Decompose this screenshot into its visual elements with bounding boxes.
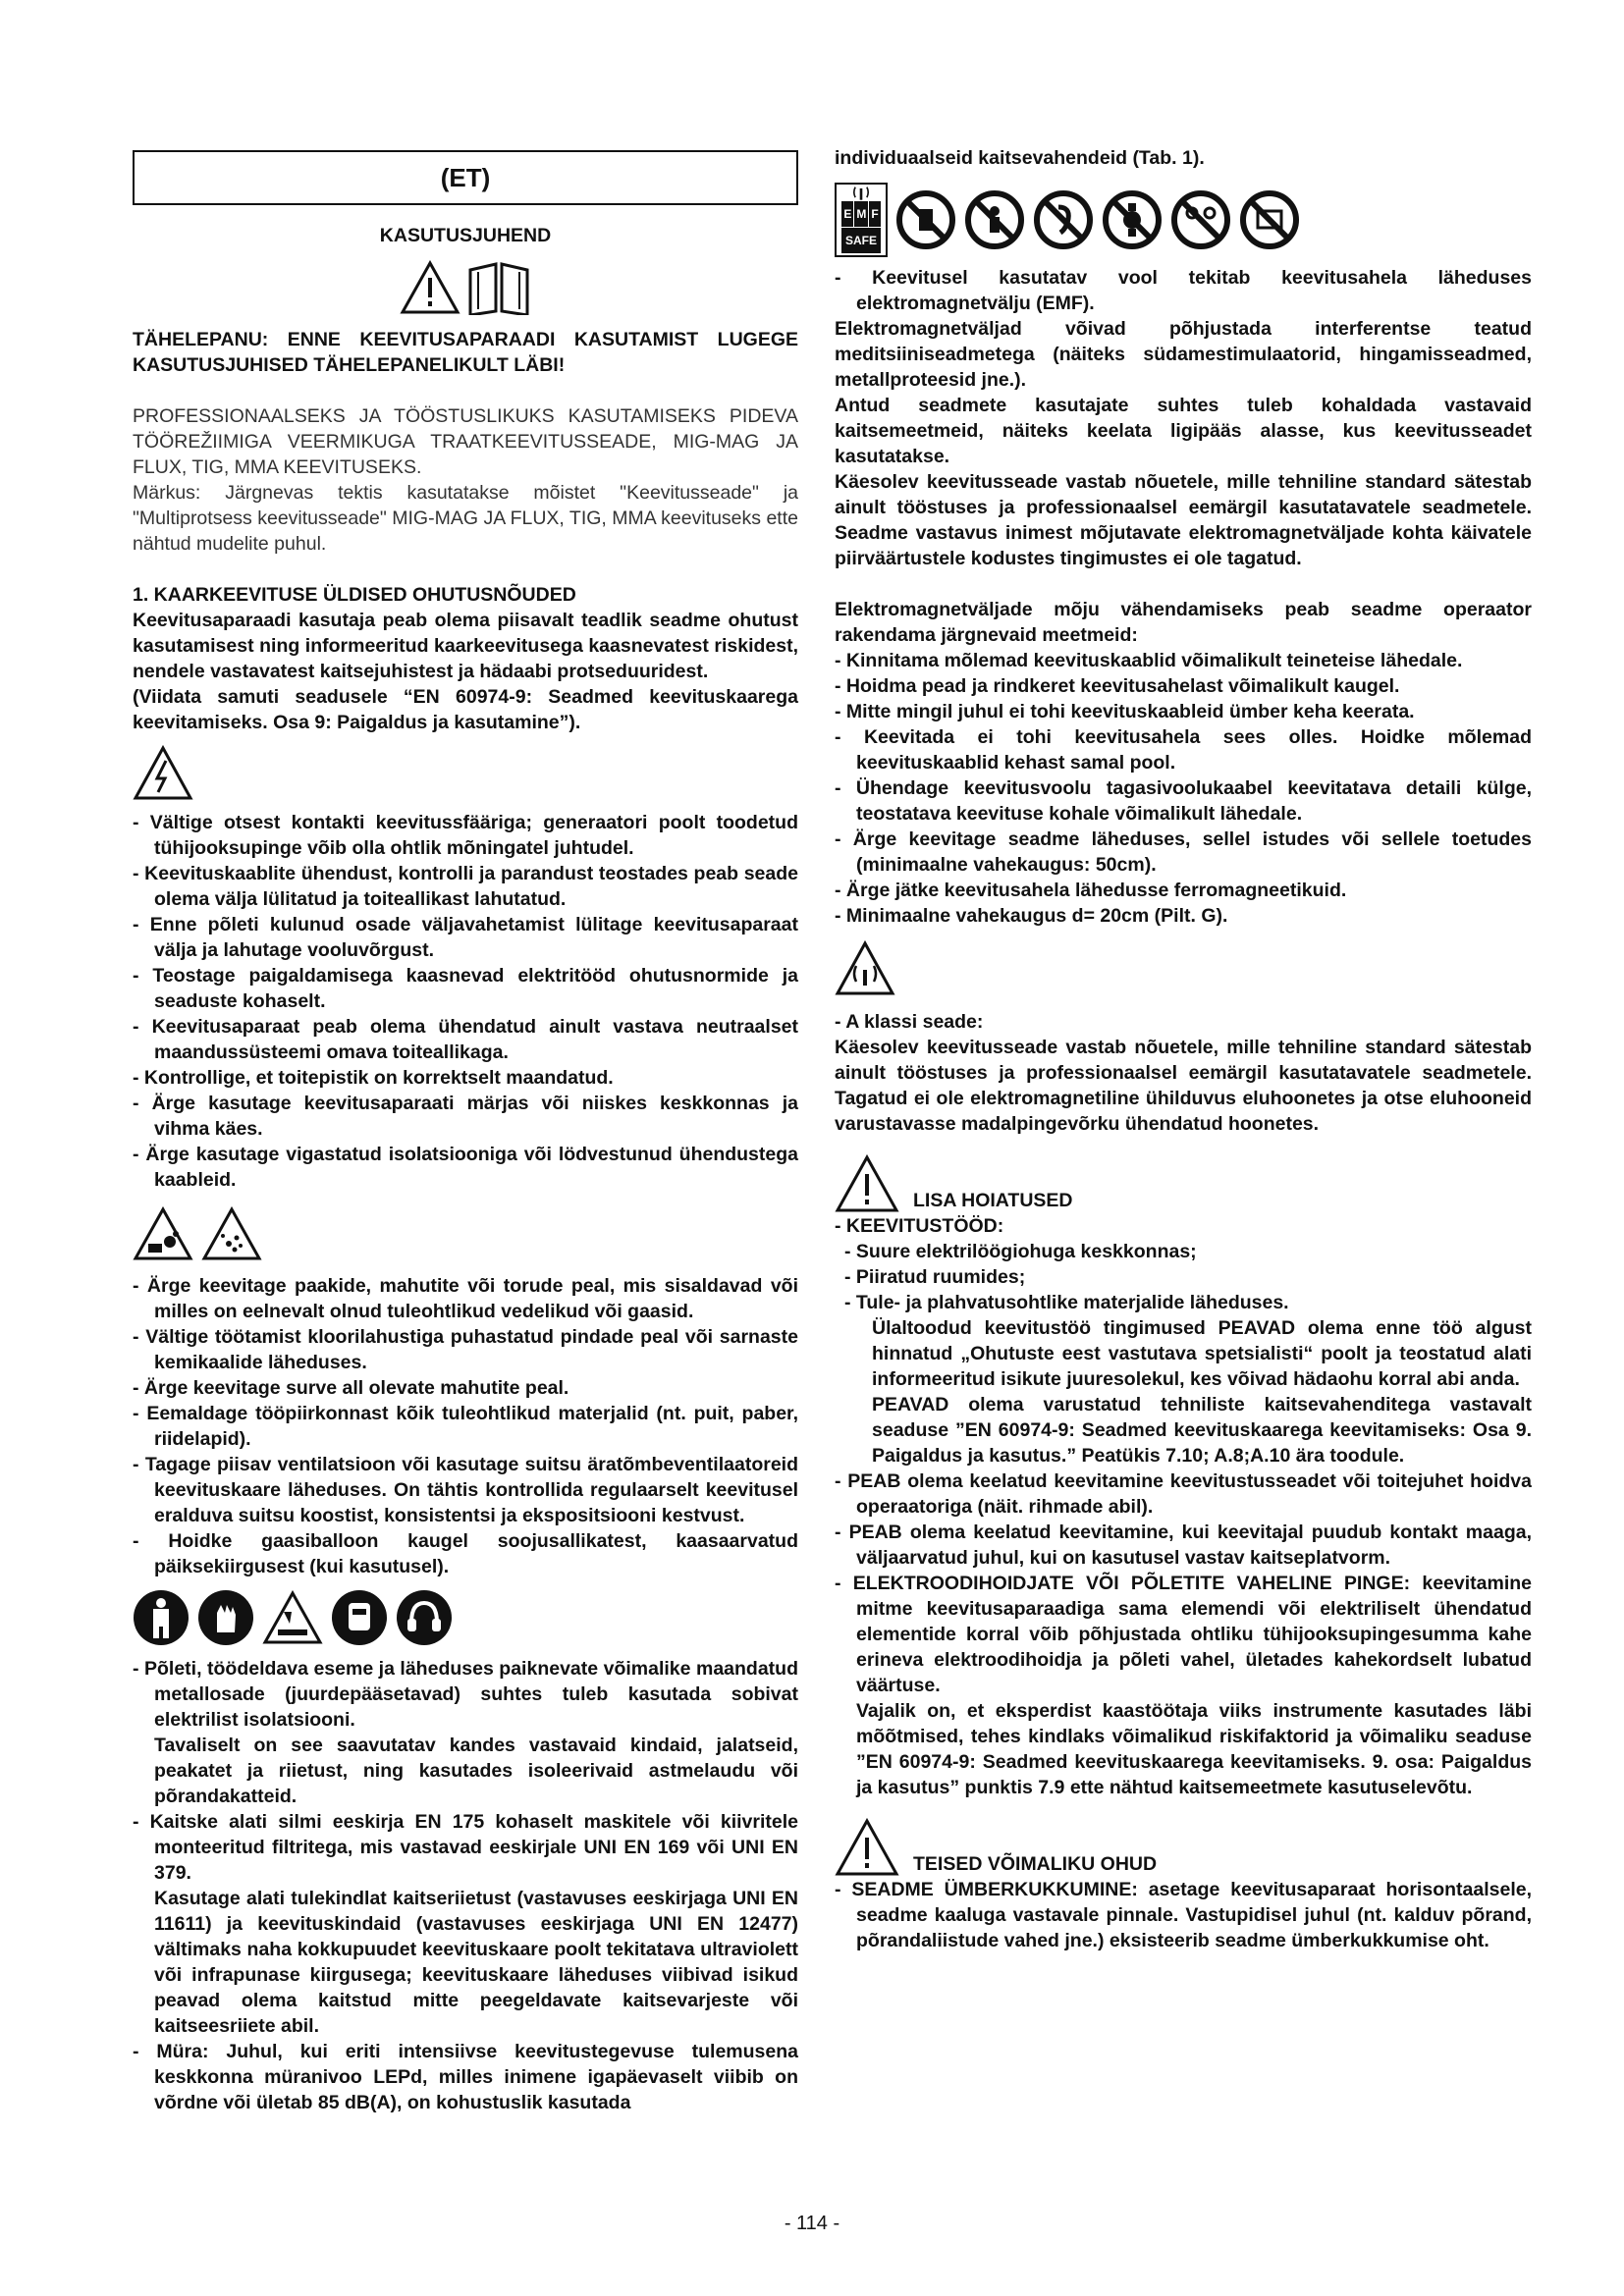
list-item: - SEADME ÜMBERKUKKUMINE: asetage keevitusaparaat horisontaalsele, seadme kaaluga vastavale pinnale. Vastupidisel juhul (nt. kalduv põrand, põrandaliistude vahed jne.) eksisteerib seadme ümberkukkumise oht. xyxy=(835,1879,1532,1951)
list-item: - Kinnitama mõlemad keevituskaablid võimalikult teineteise lähedale. xyxy=(835,650,1463,671)
list-item: - Hoidke gaasiballoon kaugel soojusallikatest, kaasaarvatud päiksekiirgusest (kui kasutusel). xyxy=(133,1530,798,1577)
intro-paragraph: PROFESSIONAALSEKS JA TÖÖSTUSLIKUKS KASUTAMISEKS PIDEVA TÖÖREŽIIMIGA VEERMIKUGA TRAATKEEVITUSSEADE, MIG-MAG JA FLUX, TIG, MMA KEEVITUSEKS. xyxy=(133,405,798,478)
list-item: - PEAB olema keelatud keevitamine keevitustusseadet või toitejuhet hoidva operaatoriga (näit. rihmade abil). xyxy=(835,1470,1532,1518)
list-item: - Suure elektrilöögiohuga keskkonnas; xyxy=(844,1241,1197,1262)
electric-safety-list xyxy=(133,810,798,1193)
read-instructions-warning: TÄHELEPANU: ENNE KEEVITUSAPARAADI KASUTAMIST LUGEGE KASUTUSJUHISED TÄHELEPANELIKULT LÄBI! xyxy=(133,329,798,376)
emf-letter: M xyxy=(854,201,868,227)
language-box: (ET) xyxy=(133,150,798,205)
lisa-subtitle: - KEEVITUSTÖÖD: xyxy=(835,1215,1004,1237)
list-item: - Ühendage keevitusvoolu tagasivoolukaabel keevitatava detaili külge, teostatava keevituse kohale võimalikult lähedale. xyxy=(835,777,1532,825)
antenna-icon xyxy=(844,185,878,201)
electric-shock-warning-icon xyxy=(133,745,193,802)
no-card-icon xyxy=(1239,189,1300,250)
no-hearing-aid-icon xyxy=(1033,189,1094,250)
emf-paragraph-3: Käesolev keevitusseade vastab nõuetele, mille tehniline standard sätestab ainult tööstuses ja professionaalsel eemärgil kasutatavatele seadmetele. Seadme vastavus inimest mõjutavate elektromagnetväljade kohta käivatele piirväärtustele kodustes tingimustes ei ole tagatud. xyxy=(835,471,1532,569)
list-item: - Hoidma pead ja rindkeret keevitusahelast võimalikult kaugel. xyxy=(835,675,1400,697)
list-item: - ELEKTROODIHOIDJATE VÕI PÕLETITE VAHELINE PINGE: keevitamine mitme keevitusaparaadiga sama elemendi või elektriliselt ühendatud elementide korral võib põhjustada ohtliku tühijooksupingesumma kahe erineva elektroodihoidja ja põleti vahel, ületades kahekordselt lubatud väärtuse. xyxy=(835,1573,1532,1696)
ppe-list xyxy=(133,1656,798,2115)
no-metal-implant-icon xyxy=(964,189,1025,250)
face-shield-icon xyxy=(331,1589,388,1646)
list-item-continuation: Tavaliselt on see saavutatav kandes vastavaid kindaid, jalatseid, peakatet ja riietust, ning kasutades isoleerivaid astmelaudu või põrandakatteid. xyxy=(154,1735,798,1807)
continued-text: individuaalseid kaitsevahendeid (Tab. 1). xyxy=(835,147,1205,169)
emf-letter: E xyxy=(841,201,853,227)
emf-icons xyxy=(835,183,1532,257)
title-icons xyxy=(133,260,798,315)
protective-suit-icon xyxy=(133,1589,189,1646)
section-1-title: 1. KAARKEEVITUSE ÜLDISED OHUTUSNÕUDED xyxy=(133,584,576,606)
list-item: - Põleti, töödeldava eseme ja läheduses paiknevate võimalike maandatud metallosade (juurdepääsetavad) suhtes tuleb kasutada sobivat elektrilist isolatsiooni. xyxy=(133,1658,798,1731)
list-item: - Minimaalne vahekaugus d= 20cm (Pilt. G). xyxy=(835,905,1228,927)
list-item: - Ärge kasutage keevitusaparaati märjas või niiskes keskkonnas ja vihma käes. xyxy=(133,1093,798,1140)
manual-book-icon xyxy=(466,260,531,315)
list-item: - Keevitusaparaat peab olema ühendatud ainult vastava neutraalset maandussüsteemi omava toiteallikaga. xyxy=(133,1016,798,1063)
emf-measures-list xyxy=(835,648,1532,929)
list-item: - Enne põleti kulunud osade väljavahetamist lülitage keevitusaparaat välja ja lahutage vooluvõrgust. xyxy=(133,914,798,961)
emf-bullet: - Keevitusel kasutatav vool tekitab keevitusahela läheduses elektromagnetvälju (EMF). xyxy=(835,267,1532,314)
fire-safety-list xyxy=(133,1273,798,1579)
teised-title: TEISED VÕIMALIKU OHUD xyxy=(913,1853,1158,1875)
warning-triangle-icon xyxy=(835,1818,899,1877)
section-1-reference: (Viidata samuti seadusele “EN 60974-9: Seadmed keevituskaarega keevitamiseks. Osa 9: Paigaldus ja kasutamine”). xyxy=(133,686,798,733)
explosion-warning-icon xyxy=(133,1206,193,1261)
emf-paragraph-4: Elektromagnetväljade mõju vähendamiseks peab seadme operaator rakendama järgnevaid meetmeid: xyxy=(835,599,1532,646)
list-item: - Mitte mingil juhul ei tohi keevituskaableid ümber keha keerata. xyxy=(835,701,1415,722)
lisa-title: LISA HOIATUSED xyxy=(913,1190,1073,1211)
list-item: - Kaitske alati silmi eeskirja EN 175 kohaselt maskitele või kiivritele monteeritud filtritega, mis vastavad eeskirjale UNI EN 169 või UNI EN 379. xyxy=(133,1811,798,1884)
page-number: - 114 - xyxy=(784,2213,840,2234)
list-item: - Keevitada ei tohi keevitusahela sees olles. Hoidke mõlemad keevituskaablid kehast samal pool. xyxy=(835,726,1532,774)
lisa-paragraph-2: PEAVAD olema varustatud tehniliste kaitsevahenditega vastavalt seaduse ”EN 60974-9: Seadmed keevituskaarega keevitamiseks: Osa 9. Paigaldus ja kasutus.” Peatükis 7.10; A.8;A.10 ära toodule. xyxy=(872,1394,1532,1467)
emf-letter: F xyxy=(869,201,880,227)
list-item: - Piiratud ruumides; xyxy=(844,1266,1026,1288)
list-item: - Ärge keevitage surve all olevate mahutite peal. xyxy=(133,1377,569,1399)
list-item: - Ärge jätke keevitusahela lähedusse ferromagneetikuid. xyxy=(835,880,1347,901)
teised-heading xyxy=(835,1818,1532,1877)
corrosive-warning-icon xyxy=(262,1590,323,1645)
warning-triangle-icon xyxy=(835,1154,899,1213)
list-item: - Ärge kasutage vigastatud isolatsiooniga või lödvestunud ühendustega kaableid. xyxy=(133,1144,798,1191)
ppe-icons xyxy=(133,1589,798,1646)
lisa-paragraph-1: Ülaltoodud keevitustöö tingimused PEAVAD olema enne töö algust hinnatud „Ohutuste eest vastutava spetsialisti“ poolt ja teostatud alati informeeritud isikute juuresolekul, kes võivad hädaohu korral abi anda. xyxy=(872,1317,1532,1390)
lisa-paragraph-3: Vajalik on, et eksperdist kaastöötaja viiks instrumente kasutades läbi mõõtmised, tehes kindlaks võimalikud riskifaktorid ja võimaliku seaduse ”EN 60974-9: Seadmed keevituskaarega keevitamiseks. 9. osa: Paigaldus ja kasutus” punktis 7.9 ette nähtud kaitsemeetmete kasutuselevõtu. xyxy=(856,1700,1532,1798)
section-1-paragraph: Keevitusaparaadi kasutaja peab olema piisavalt teadlik seadme ohutust kasutamisest ning informeeritud kaarkeevitusega kaasnevatest riskidest, nendele vastavatest kaitsejuhistest ja hädaabi protseduuridest. xyxy=(133,610,798,682)
fire-warning-icons xyxy=(133,1206,798,1261)
no-watch-icon xyxy=(1102,189,1163,250)
no-tools-icon xyxy=(1170,189,1231,250)
list-item: - Kontrollige, et toitepistik on korrektselt maandatud. xyxy=(133,1067,614,1089)
manual-title: KASUTUSJUHEND xyxy=(379,225,552,246)
list-item: - Eemaldage tööpiirkonnast kõik tuleohtlikud materjalid (nt. puit, paber, riidelapid). xyxy=(133,1403,798,1450)
list-item: - Ärge keevitage paakide, mahutite või torude peal, mis sisaldavad või milles on eelnevalt olnud tuleohtlikud vedelikud või gaasid. xyxy=(133,1275,798,1322)
left-column xyxy=(133,145,798,2115)
class-a-title: - A klassi seade: xyxy=(835,1011,984,1033)
list-item-continuation: Kasutage alati tulekindlat kaitseriietust (vastavuses eeskirjaga UNI EN 11611) ja keevituskindaid (vastavuses eeskirjaga UNI EN 12477) vältimaks naha kokkupuudet keevituskaare poolt tekitatava ultraviolett või infrapunase kiirgusega; keevituskaare läheduses viibivad isikud peavad olema kaitstud mitte peegeldavate kaitsevarjeste või kaitseesriiete abil. xyxy=(154,1888,798,2037)
list-item: - Tule- ja plahvatusohtlike materjalide läheduses. xyxy=(844,1292,1289,1313)
list-item: - Teostage paigaldamisega kaasnevad elektritööd ohutusnormide ja seaduste kohaselt. xyxy=(133,965,798,1012)
right-column xyxy=(835,145,1532,1953)
lisa-heading xyxy=(835,1154,1532,1213)
list-item: - Vältige töötamist kloorilahustiga puhastatud pindade peal või sarnaste kemikaalide läheduses. xyxy=(133,1326,798,1373)
list-item: - Ärge keevitage seadme läheduses, sellel istudes või sellele toetudes (minimaalne vahekaugus: 50cm). xyxy=(835,828,1532,876)
list-item: - Keevituskaablite ühendust, kontrolli ja parandust teostades peab seade olema välja lülitatud ja toiteallikast lahutatud. xyxy=(133,863,798,910)
emf-paragraph-1: Elektromagnetväljad võivad põhjustada interferentse teatud meditsiiniseadmetega (näiteks südamestimulaatorid, hingamisseadmed, metallproteesid jne.). xyxy=(835,318,1532,391)
list-item: - PEAB olema keelatud keevitamine, kui keevitajal puudub kontakt maaga, väljaarvatud juhul, kui on kasutusel vastav kaitseplatvorm. xyxy=(835,1522,1532,1569)
class-a-paragraph: Käesolev keevitusseade vastab nõuetele, mille tehniline standard sätestab ainult tööstuses ja professionaalsel eemärgil kasutatavatele seadmetele. Tagatud ei ole elektromagnetiline ühilduvus eluhoonetes ja otse eluhooneid varustavasse madalpingevõrku ühendatud hoonetes. xyxy=(835,1037,1532,1135)
list-item: - Müra: Juhul, kui eriti intensiivse keevitustegevuse tulemusena keskkonna müranivoo LEPd, milles inimene igapäevaselt viibib on võrdne või ületab 85 dB(A), on kohustuslik kasutada xyxy=(133,2041,798,2113)
emf-paragraph-2: Antud seadmete kasutajate suhtes tuleb kohaldada vastavaid kaitsemeetmeid, näiteks keelata ligipääs alasse, kus keevitusseadet kasutatakse. xyxy=(835,395,1532,467)
emf-safe-badge xyxy=(835,183,888,257)
radiation-warning-icon xyxy=(835,940,895,997)
lisa-list xyxy=(835,1239,1532,1315)
warning-triangle-icon xyxy=(400,260,460,315)
ear-protection-icon xyxy=(396,1589,453,1646)
no-pacemaker-icon xyxy=(895,189,956,250)
list-item: - Vältige otsest kontakti keevitussfääriga; generaatori poolt toodetud tühijooksupinge võib olla ohtlik mõningatel juhtudel. xyxy=(133,812,798,859)
gloves-icon xyxy=(197,1589,254,1646)
safe-label: SAFE xyxy=(841,228,881,253)
flammable-warning-icon xyxy=(201,1206,262,1261)
list-item: - Tagage piisav ventilatsioon või kasutage suitsu äratõmbeventilaatoreid keevituskaare läheduses. On tähtis kontrollida regulaarselt keevitusel eralduva suitsu koostist, konsistentsi ja ekspositsiooni kestvust. xyxy=(133,1454,798,1526)
note-paragraph: Märkus: Järgnevas tektis kasutatakse mõistet "Keevitusseade" ja "Multiprotsess keevitusseade" MIG-MAG JA FLUX, TIG, MMA keevituseks ette nähtud mudelite puhul. xyxy=(133,482,798,555)
